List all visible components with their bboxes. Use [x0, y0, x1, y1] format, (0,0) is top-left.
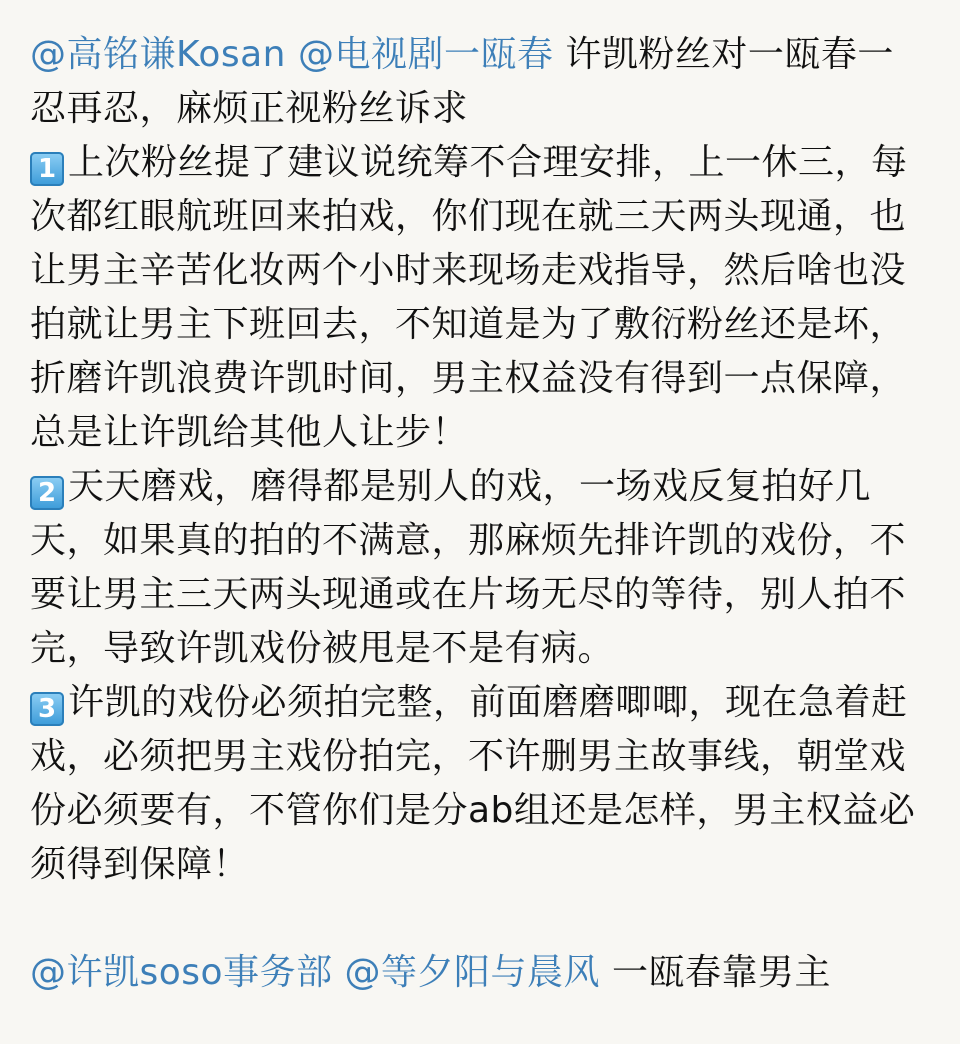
- intro-text: 许凯粉丝对一瓯春一忍再忍，麻烦正视粉丝诉求: [30, 34, 894, 129]
- mention-link[interactable]: @许凯soso事务部: [30, 952, 333, 993]
- mention-link[interactable]: @等夕阳与晨风: [344, 952, 601, 993]
- point-text: 上次粉丝提了建议说统筹不合理安排，上一休三，每次都红眼航班回来拍戏，你们现在就三天两头现通，也让男主辛苦化妆两个小时来现场走戏指导，然后啥也没拍就让男主下班回去，不知道是为了敷衍粉丝还是坏，折磨许凯浪费许凯时间，男主权益没有得到一点保障，总是让许凯给其他人让步！: [30, 142, 908, 453]
- footer-text: 一瓯春靠男主: [612, 952, 832, 993]
- intro-paragraph: [30, 28, 930, 136]
- mention-link[interactable]: @高铭谦Kosan: [30, 34, 286, 75]
- paragraph-spacer: [30, 892, 930, 946]
- point-text: 许凯的戏份必须拍完整，前面磨磨唧唧，现在急着赶戏，必须把男主戏份拍完，不许删男主故事线，朝堂戏份必须要有，不管你们是分ab组还是怎样，男主权益必须得到保障！: [30, 682, 916, 885]
- point-paragraph-3: [30, 676, 930, 892]
- point-paragraph-2: [30, 460, 930, 676]
- point-text: 天天磨戏，磨得都是别人的戏，一场戏反复拍好几天，如果真的拍的不满意，那麻烦先排许凯的戏份，不要让男主三天两头现通或在片场无尽的等待，别人拍不完，导致许凯戏份被甩是不是有病。: [30, 466, 907, 669]
- keycap-digit-one-icon: 1: [30, 152, 64, 186]
- footer-paragraph: [30, 946, 930, 1000]
- post-body: [30, 28, 930, 1000]
- mention-link[interactable]: @电视剧一瓯春: [297, 34, 554, 75]
- keycap-digit-three-icon: 3: [30, 692, 64, 726]
- point-paragraph-1: [30, 136, 930, 460]
- keycap-digit-two-icon: 2: [30, 476, 64, 510]
